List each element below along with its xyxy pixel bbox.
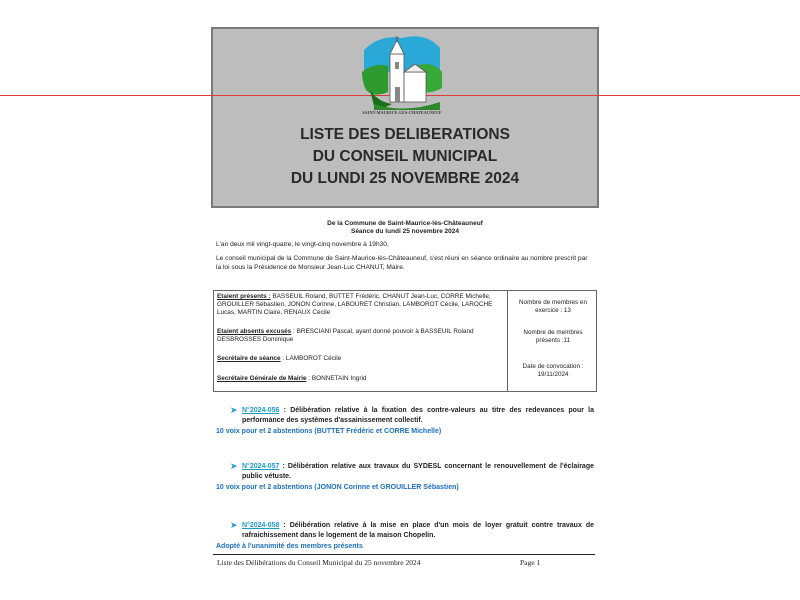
- date-paragraph: L'an deux mil vingt-quatre, le vingt-cinq novembre à 19h30,: [216, 241, 389, 248]
- sg-label: Secrétaire Générale de Mairie: [217, 375, 307, 382]
- table-divider: [507, 291, 508, 391]
- title-line-2: DU CONSEIL MUNICIPAL: [312, 148, 498, 165]
- logo-caption: SAINT-MAURICE-LES-CHATEAUNEUF: [362, 110, 442, 115]
- attendance-table: [213, 290, 597, 392]
- deliberation-votes: 10 voix pour et 2 abstentions (JONON Corinne et GROUILLER Sébastien): [216, 484, 459, 491]
- footer-text: Liste des Délibérations du Conseil Municipal du 25 novembre 2024: [217, 558, 421, 567]
- members-present: Nombre de membres présents :11: [523, 329, 583, 345]
- sg-name: : BONNETAIN Ingrid: [306, 375, 367, 382]
- arrow-bullet-icon: ➤: [230, 520, 238, 530]
- absent-names: : BRESCIANI Pascal, ayant donné pouvoir à BASSEUIL Roland DESBROSSES Dominique: [217, 328, 474, 344]
- deliberation-votes: Adopté à l'unanimité des membres présents: [216, 543, 363, 550]
- absent-members: [217, 328, 503, 344]
- page-title: [211, 124, 599, 190]
- deliberation-item: [242, 406, 594, 425]
- general-secretary: [217, 375, 503, 383]
- present-names: BASSEUIL Roland, BUTTET Frédéric, CHANUT Jean-Luc, CORRE Michelle, GROUILLER Sébastien, JONON Corinne, LABOURET Christian, LAMBOROT Cécile, LAROCHE Lucas, MARTIN Claire, RENAUX Cécile: [217, 293, 493, 317]
- title-line-3: DU LUNDI 25 NOVEMBRE 2024: [290, 170, 520, 187]
- deliberation-votes: 10 voix pour et 2 abstentions (BUTTET Frédéric et CORRE Michelle): [216, 428, 442, 435]
- session-secretary: [217, 355, 503, 363]
- absent-label: Etaient absents excusés: [217, 328, 292, 335]
- seance-heading: Séance du lundi 25 novembre 2024: [350, 228, 459, 235]
- deliberation-number[interactable]: N°2024-057: [242, 463, 280, 470]
- commune-heading: De la Commune de Saint-Maurice-lès-Châteauneuf: [327, 220, 483, 227]
- arrow-bullet-icon: ➤: [230, 461, 238, 471]
- deliberation-text: : Délibération relative aux travaux du SYDESL concernant le renouvellement de l'éclairage public vétuste.: [242, 463, 594, 480]
- present-label: Etaient présents :: [217, 293, 271, 300]
- arrow-bullet-icon: ➤: [230, 405, 238, 415]
- secretary-name: : LAMBOROT Cécile: [280, 355, 342, 362]
- conseil-paragraph: Le conseil municipal de la Commune de Saint-Maurice-lès-Châteauneuf, s'est réuni en séance ordinaire au nombre prescrit par la loi sous la Présidence de Monsieur Jean-Luc CHANUT, Maire.: [216, 255, 588, 271]
- deliberation-item: [242, 462, 594, 481]
- members-exercise: Nombre de membres en exercice : 13: [519, 299, 587, 315]
- village-church-logo: [360, 32, 444, 112]
- deliberation-text: : Délibération relative à la fixation des contre-valeurs au titre des redevances pour la performance des systèmes d'assainissement collectif.: [242, 407, 594, 424]
- deliberation-item: [242, 521, 594, 540]
- convocation-label: Date de convocation :: [522, 363, 584, 370]
- secretary-label: Secrétaire de séance: [217, 355, 281, 362]
- page-number: Page 1: [520, 558, 541, 567]
- present-members: [217, 293, 503, 318]
- title-line-1: LISTE DES DELIBERATIONS: [300, 126, 510, 143]
- deliberation-text: : Délibération relative à la mise en place d'un mois de loyer gratuit contre travaux de rafraichissement dans le logement de la maison Chopelin.: [242, 522, 594, 539]
- deliberation-number[interactable]: N°2024-056: [242, 407, 280, 414]
- convocation-date: 19/11/2024: [537, 371, 569, 378]
- footer-divider: [213, 554, 595, 555]
- deliberation-number[interactable]: N°2024-058: [242, 522, 280, 529]
